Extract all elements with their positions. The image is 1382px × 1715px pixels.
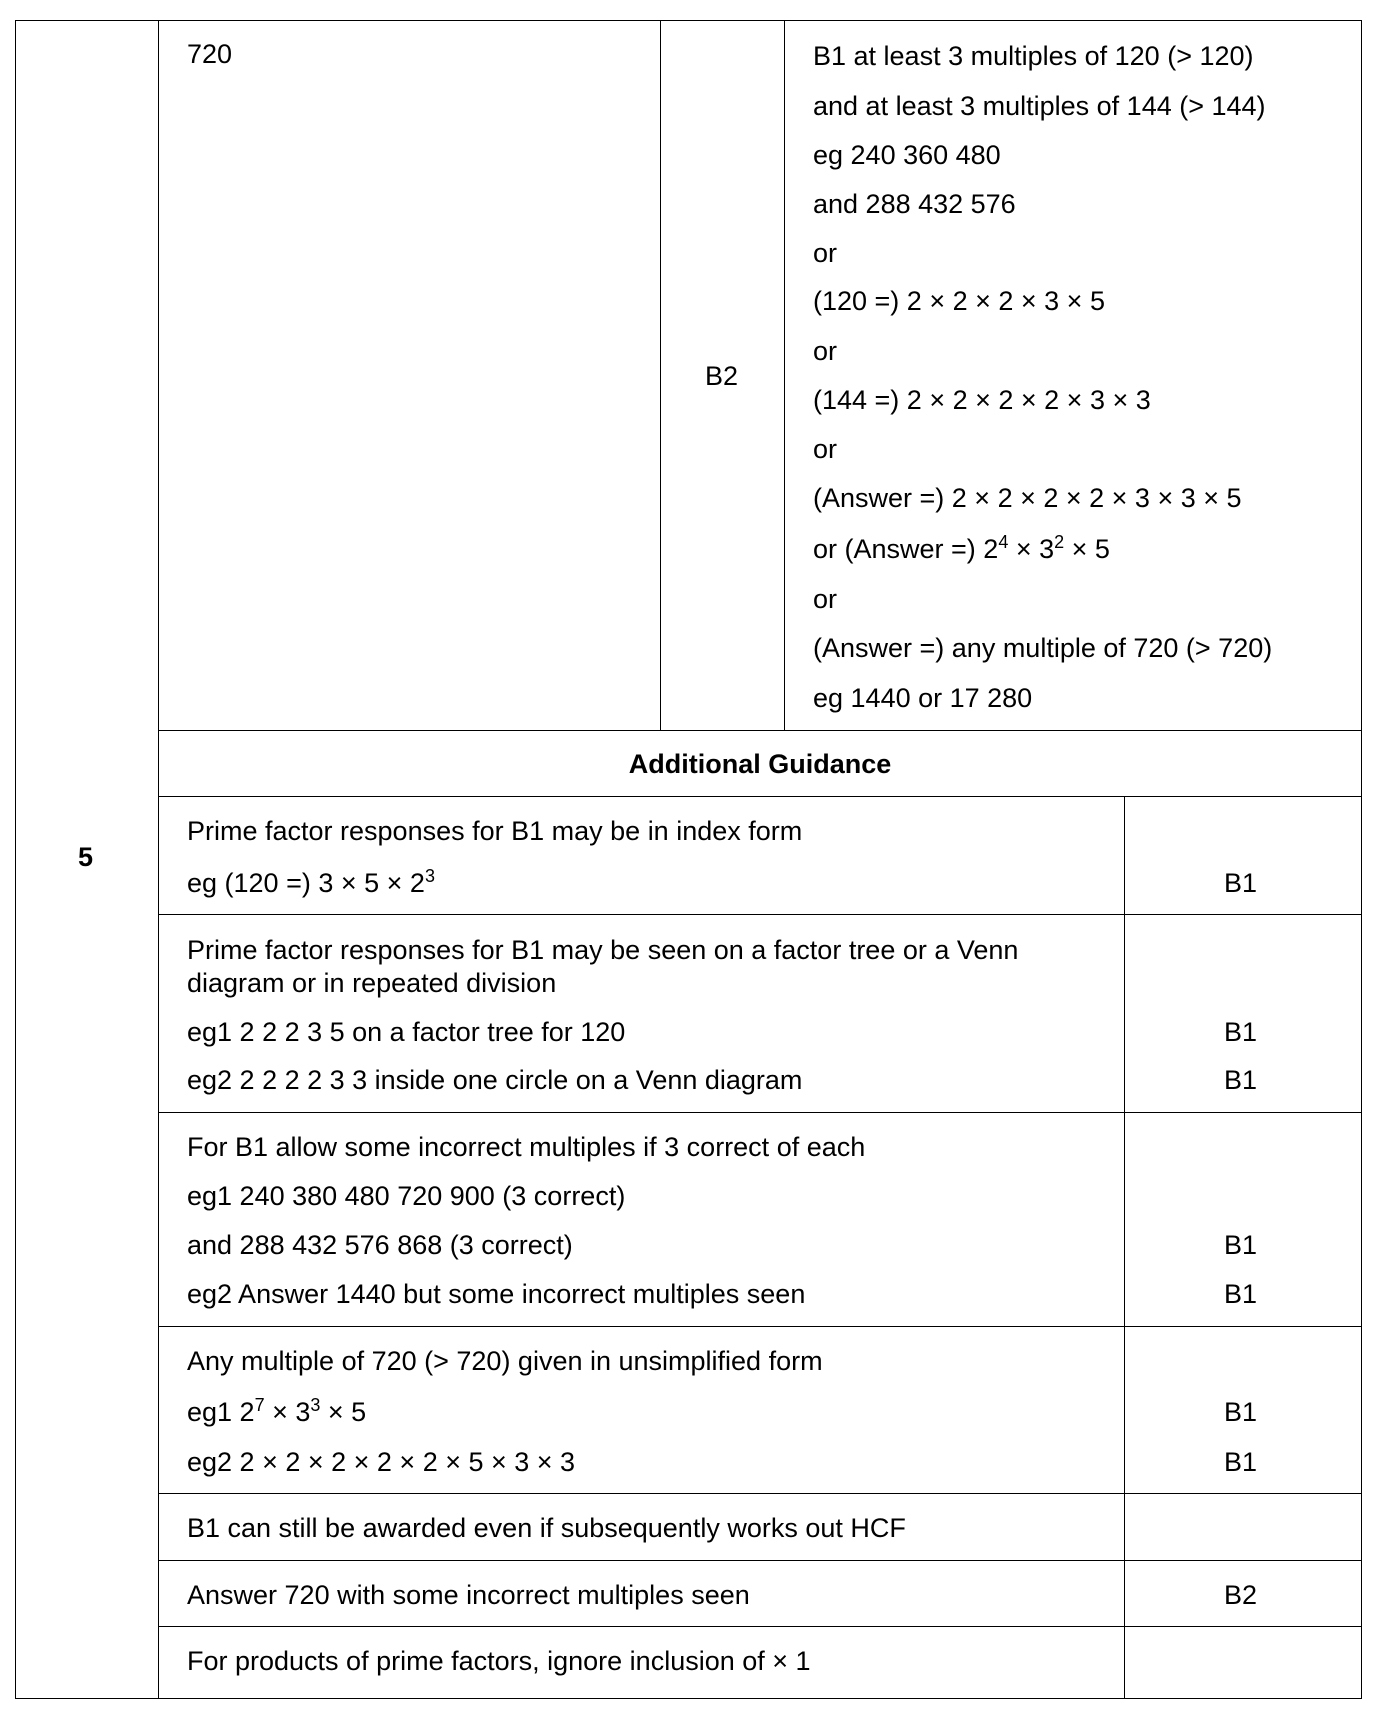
- answer-value: 720: [187, 39, 233, 69]
- row-divider: [158, 730, 1362, 731]
- comment-line: (Answer =) any multiple of 720 (> 720): [813, 633, 1273, 663]
- guidance-text: For B1 allow some incorrect multiples if 3 correct of each: [187, 1132, 866, 1162]
- guidance-text: Prime factor responses for B1 may be seen on a factor tree or a Venn: [187, 935, 1019, 965]
- guidance-mark: B1: [1224, 1397, 1258, 1427]
- row-divider: [158, 1326, 1362, 1327]
- guidance-mark: B1: [1224, 1017, 1258, 1047]
- row-divider: [158, 796, 1362, 797]
- guidance-mark: B1: [1224, 1065, 1258, 1095]
- guidance-example-index-form: eg1 $2^7 \times 3^3 \times 5$: [187, 1395, 367, 1427]
- column-divider-question: [158, 20, 159, 1699]
- comment-line-index-form: or (Answer =) $2^4 \times 3^2 \times 5$: [813, 532, 1110, 564]
- guidance-heading: Additional Guidance: [628, 749, 892, 779]
- row-divider: [158, 1560, 1362, 1561]
- guidance-mark: B1: [1224, 1279, 1258, 1309]
- question-number: 5: [78, 842, 94, 872]
- guidance-text: B1 can still be awarded even if subsequently works out HCF: [187, 1513, 906, 1543]
- guidance-example: eg1 2 2 2 3 5 on a factor tree for 120: [187, 1017, 626, 1047]
- comment-line: or: [813, 584, 838, 614]
- guidance-mark: B1: [1224, 1230, 1258, 1260]
- comment-line: B1 at least 3 multiples of 120 (> 120): [813, 41, 1254, 71]
- guidance-example: eg (120 =) $3 \times 5 \times 2^3$: [187, 866, 435, 898]
- guidance-text: diagram or in repeated division: [187, 968, 557, 998]
- column-divider-guidance-mark: [1124, 796, 1125, 1699]
- guidance-example: eg2 2 2 2 2 3 3 inside one circle on a Venn diagram: [187, 1065, 803, 1095]
- guidance-example: and 288 432 576 868 (3 correct): [187, 1230, 573, 1260]
- comment-line: or: [813, 434, 838, 464]
- guidance-mark: B2: [1224, 1580, 1258, 1610]
- comment-line: (144 =) 2 × 2 × 2 × 2 × 3 × 3: [813, 385, 1151, 415]
- mark-value: B2: [705, 361, 739, 391]
- comment-line: (120 =) 2 × 2 × 2 × 3 × 5: [813, 286, 1105, 316]
- guidance-text: Any multiple of 720 (> 720) given in unsimplified form: [187, 1346, 823, 1376]
- comment-line: eg 1440 or 17 280: [813, 683, 1033, 713]
- row-divider: [158, 1493, 1362, 1494]
- guidance-text: For products of prime factors, ignore inclusion of × 1: [187, 1646, 811, 1676]
- guidance-mark: B1: [1224, 868, 1258, 898]
- row-divider: [158, 914, 1362, 915]
- column-divider-mark: [784, 20, 785, 730]
- comment-line: eg 240 360 480: [813, 140, 1001, 170]
- comment-line: and 288 432 576: [813, 189, 1016, 219]
- column-divider-answer: [660, 20, 661, 730]
- row-divider: [158, 1626, 1362, 1627]
- comment-line: or: [813, 336, 838, 366]
- guidance-example: eg1 240 380 480 720 900 (3 correct): [187, 1181, 626, 1211]
- guidance-example: eg2 Answer 1440 but some incorrect multiples seen: [187, 1279, 806, 1309]
- comment-line: or: [813, 238, 838, 268]
- comment-line: (Answer =) 2 × 2 × 2 × 2 × 3 × 3 × 5: [813, 483, 1242, 513]
- guidance-text: Prime factor responses for B1 may be in index form: [187, 816, 803, 846]
- row-divider: [158, 1112, 1362, 1113]
- guidance-text: Answer 720 with some incorrect multiples seen: [187, 1580, 750, 1610]
- guidance-example: eg2 2 × 2 × 2 × 2 × 2 × 5 × 3 × 3: [187, 1447, 576, 1477]
- guidance-mark: B1: [1224, 1447, 1258, 1477]
- comment-line: and at least 3 multiples of 144 (> 144): [813, 91, 1266, 121]
